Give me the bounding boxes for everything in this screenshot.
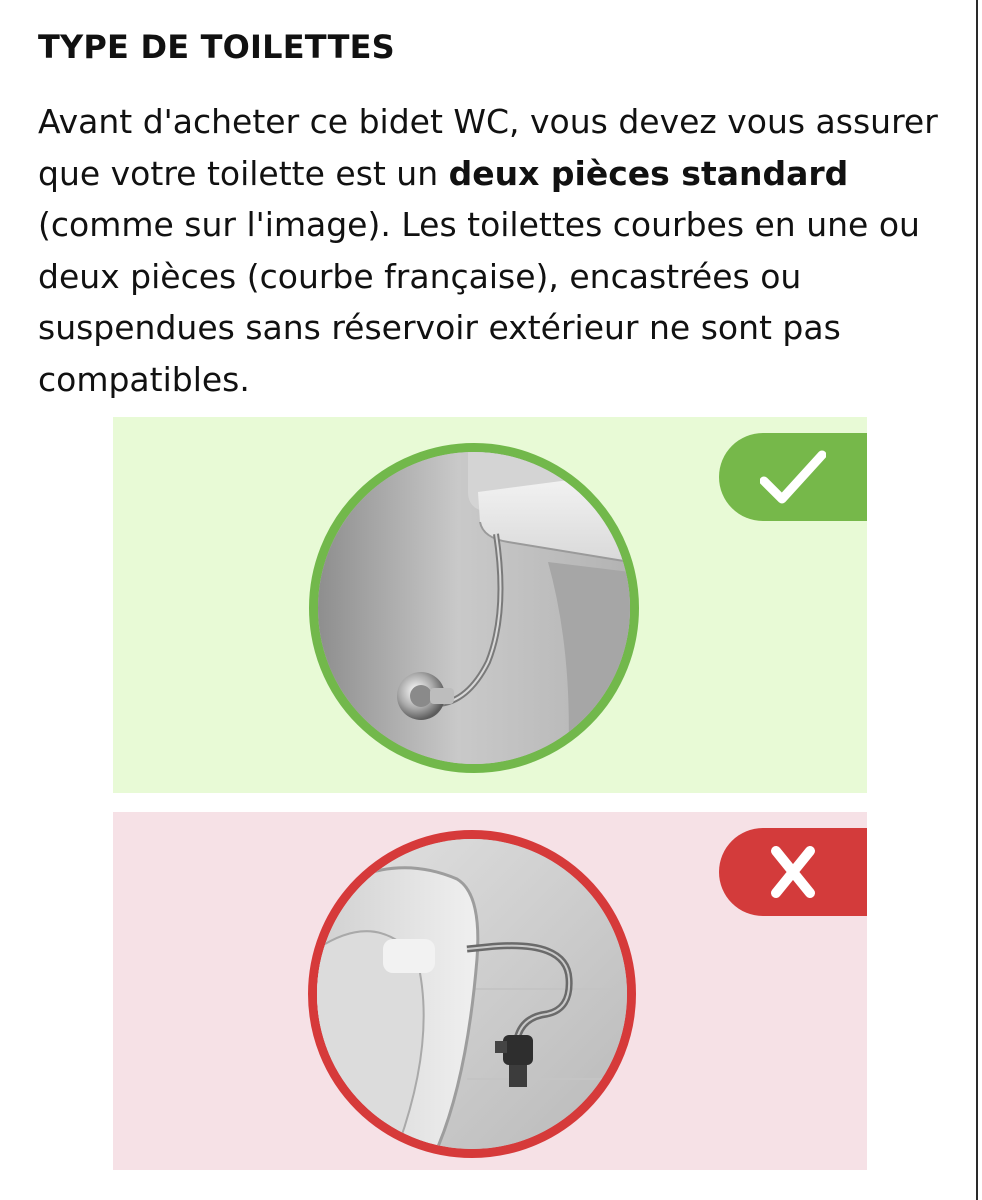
section-heading: TYPE DE TOILETTES — [38, 28, 395, 66]
compatible-toilet-photo — [309, 443, 639, 773]
description-text-start: Avant d'acheter ce bidet WC, vous devez vous assurer que votre toilette est un — [38, 102, 938, 193]
checkmark-icon — [760, 449, 826, 505]
one-piece-toilet-illustration — [317, 839, 627, 1149]
compatible-badge — [719, 433, 867, 521]
description-text-end: (comme sur l'image). Les toilettes courbes en une ou deux pièces (courbe française), encastrées ou suspendues sans réservoir extérieur ne sont pas compatibles. — [38, 205, 920, 399]
two-piece-toilet-illustration — [318, 452, 630, 764]
page-edge-divider — [976, 0, 978, 1200]
incompatible-toilet-photo — [308, 830, 636, 1158]
incompatible-toilet-panel — [113, 812, 867, 1170]
compatible-toilet-panel — [113, 417, 867, 793]
incompatible-badge — [719, 828, 867, 916]
compatibility-description — [38, 96, 963, 405]
description-bold-text: deux pièces standard — [448, 153, 849, 193]
cross-icon — [764, 843, 822, 901]
